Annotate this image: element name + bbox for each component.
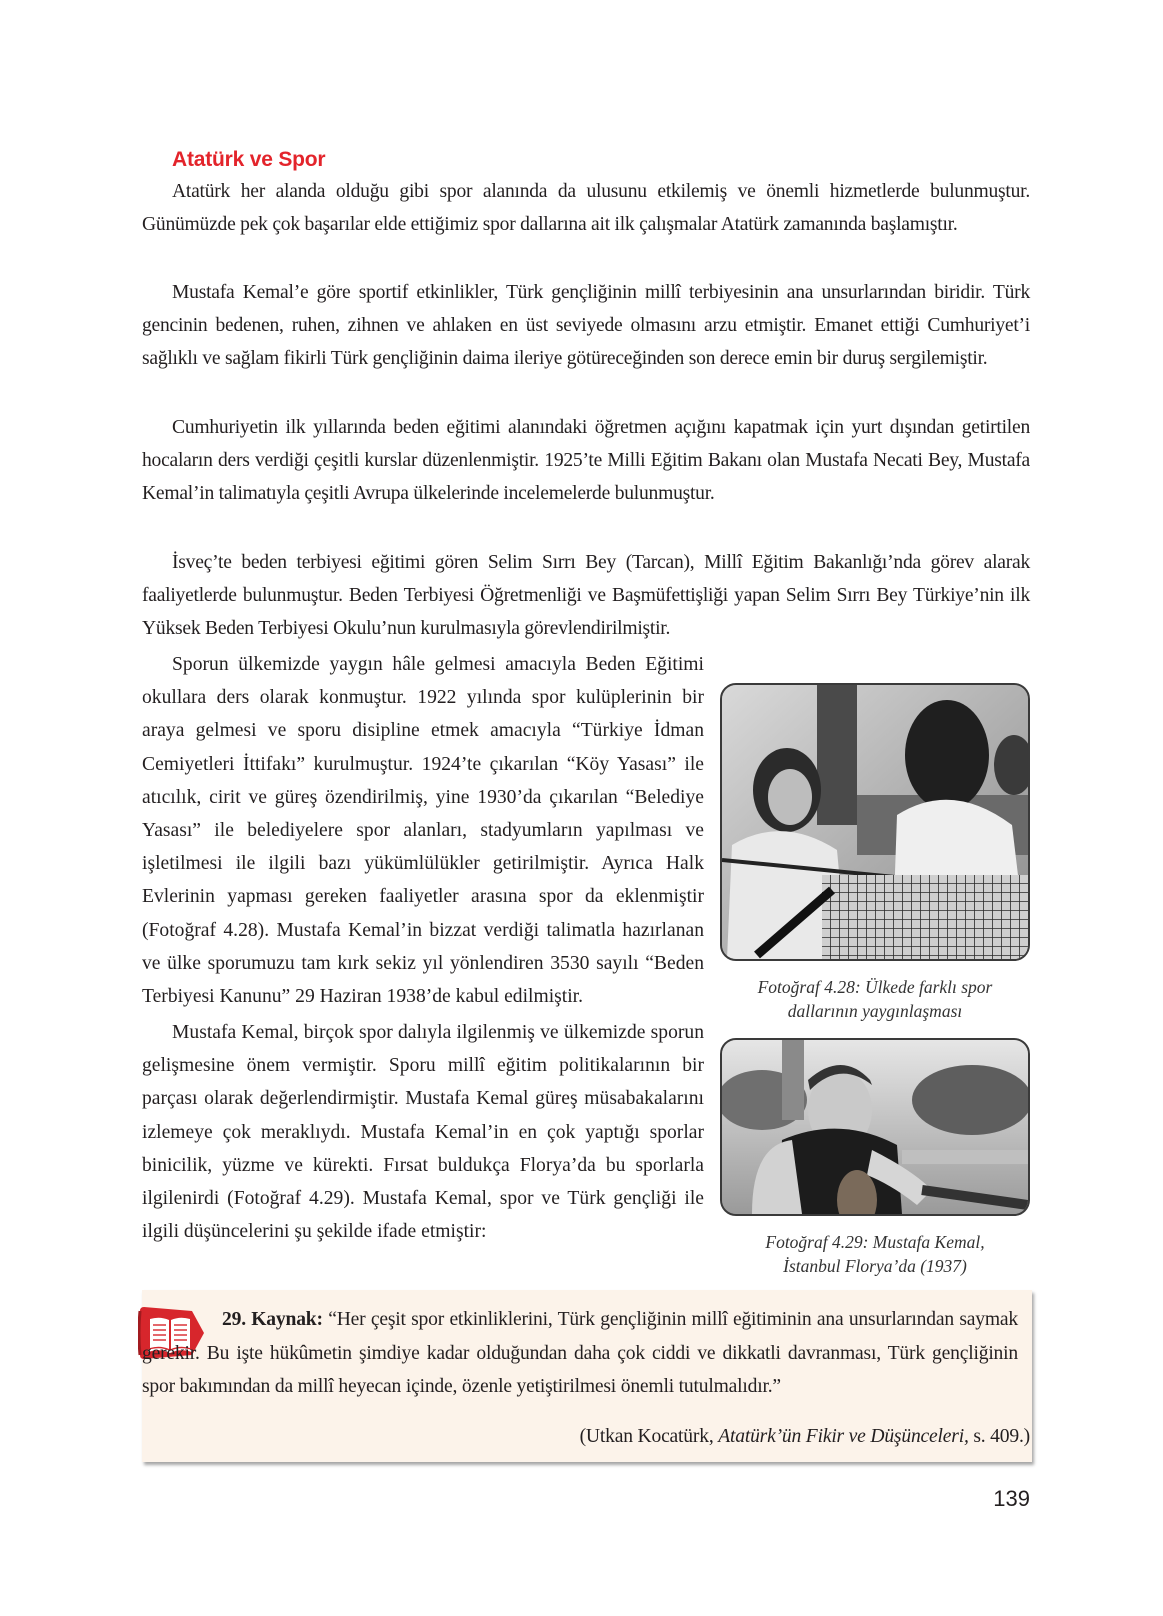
paragraph-6: Mustafa Kemal, birçok spor dalıyla ilgilenmiş ve ülkemizde sporun gelişmesine önem vermiştir. Sporu millî eğitim politikalarının bir parçası olarak değerlendirmiştir. Mustafa Kemal güreş müsabakalarını izlemeye çok meraklıydı. Mustafa Kemal’in en çok yaptığı sporlar binicilik, yüzme ve kürekti. Fırsat buldukça Florya’da bu sporlarla ilgilenirdi (Fotoğraf 4.29). Mustafa Kemal, spor ve Türk gençliği ile ilgili düşüncelerini şu şekilde ifade etmiştir: bbox=[142, 1022, 704, 1243]
photo-4-28-caption bbox=[712, 975, 1038, 1023]
caption-line: Fotoğraf 4.28: Ülkede farklı spor bbox=[757, 977, 993, 997]
photo-4-29-caption bbox=[712, 1230, 1038, 1278]
source-quote bbox=[142, 1303, 1018, 1404]
page-number: 139 bbox=[993, 1486, 1030, 1511]
photo-4-29 bbox=[720, 1038, 1030, 1216]
paragraph-4: İsveç’te beden terbiyesi eğitimi gören Selim Sırrı Bey (Tarcan), Millî Eğitim Bakanlığı’nda görev alarak faaliyetlerde bulunmuştur. Beden Terbiyesi Öğretmenliği ve Başmüfettişliği yapan Selim Sırrı Bey Türkiye’nin ilk Yüksek Beden Terbiyesi Okulu’nun kurulmasıyla görevlendirilmiştir. bbox=[142, 552, 1030, 640]
citation-page: s. 409.) bbox=[968, 1426, 1030, 1447]
tennis-women-photo bbox=[722, 685, 1028, 959]
citation-title: Atatürk’ün Fikir ve Düşünceleri, bbox=[718, 1426, 969, 1447]
section-heading: Atatürk ve Spor bbox=[172, 148, 326, 171]
ataturk-rowing-photo bbox=[722, 1040, 1028, 1214]
source-quote-text: “Her çeşit spor etkinliklerini, Türk gençliğinin millî eğitiminin ana unsurlarından saymak gerekir. Bu işte hükûmetin şimdiye kadar olduğundan daha çok ciddi ve dikkatli davranması, Türk gençliğinin spor bakımından da millî heyecan içinde, özenle yetiştirilmesi önemli tutulmalıdır.” bbox=[142, 1309, 1018, 1397]
source-label: 29. Kaynak: bbox=[222, 1309, 323, 1330]
paragraph-2: Mustafa Kemal’e göre sportif etkinlikler, Türk gençliğinin millî terbiyesinin ana unsurlarından biridir. Türk gencinin bedenen, ruhen, zihnen ve ahlaken en üst seviyede olmasını arzu etmiştir. Emanet ettiği Cumhuriyet’i sağlıklı ve sağlam fikirli Türk gençliğinin daima ileriye götüreceğinden son derece emin bir duruş sergilemiştir. bbox=[142, 282, 1030, 370]
paragraph-1: Atatürk her alanda olduğu gibi spor alanında da ulusunu etkilemiş ve önemli hizmetlerde bulunmuştur. Günümüzde pek çok başarılar elde ettiğimiz spor dallarına ait ilk çalışmalar Atatürk zamanında başlamıştır. bbox=[142, 181, 1030, 236]
citation-author: (Utkan Kocatürk, bbox=[579, 1426, 719, 1447]
caption-line: Fotoğraf 4.29: Mustafa Kemal, bbox=[765, 1232, 985, 1252]
source-citation bbox=[580, 1420, 1030, 1454]
caption-line: dallarının yaygınlaşması bbox=[787, 1001, 963, 1021]
paragraph-5: Sporun ülkemizde yaygın hâle gelmesi amacıyla Beden Eğitimi okullara ders olarak konmuştur. 1922 yılında spor kulüplerinin bir araya gelmesi ve sporu disipline etmek amacıyla “Türkiye İdman Cemiyetleri İttifakı” kurulmuştur. 1924’te çıkarılan “Köy Yasası” ile atıcılık, cirit ve güreş özendirilmiş, yine 1930’da çıkarılan “Belediye Yasası” ile belediyelere spor alanları, stadyumların yapılması ve işletilmesi ile ilgili bazı yükümlülükler getirilmiştir. Ayrıca Halk Evlerinin yapması gereken faaliyetler arasına spor da eklenmiştir (Fotoğraf 4.28). Mustafa Kemal’in bizzat verdiği talimatla hazırlanan ve ülke sporumuzu tam kırk sekiz yıl yönlendiren 3530 sayılı “Beden Terbiyesi Kanunu” 29 Haziran 1938’de kabul edilmiştir. bbox=[142, 654, 704, 1008]
paragraph-3: Cumhuriyetin ilk yıllarında beden eğitimi alanındaki öğretmen açığını kapatmak için yurt dışından getirtilen hocaların ders verdiği çeşitli kurslar düzenlenmiştir. 1925’te Milli Eğitim Bakanı olan Mustafa Necati Bey, Mustafa Kemal’in talimatıyla çeşitli Avrupa ülkelerinde incelemelerde bulunmuştur. bbox=[142, 417, 1030, 505]
photo-4-28 bbox=[720, 683, 1030, 961]
caption-line: İstanbul Florya’da (1937) bbox=[783, 1256, 967, 1276]
